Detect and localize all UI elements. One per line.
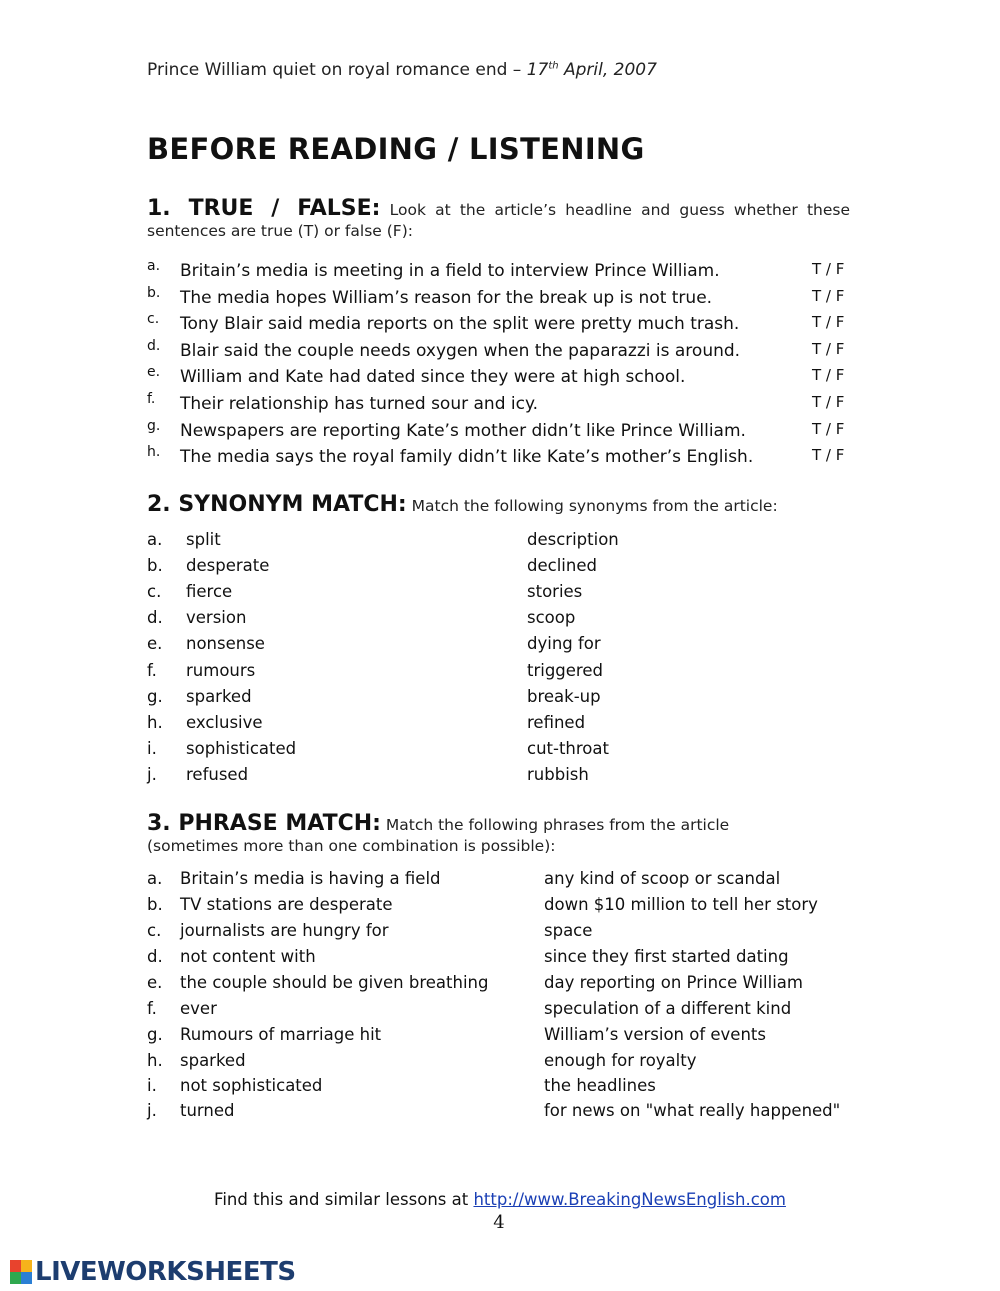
item-letter: h. [147,1051,163,1070]
item-letter: i. [147,738,157,758]
true-false-item [147,444,850,473]
item-letter: a. [147,258,161,274]
synonym-list [147,530,850,792]
running-header [147,60,657,80]
phrase-item [147,1025,850,1051]
phrase-item [147,921,850,947]
footer [0,1190,1000,1209]
synonym-right: triggered [527,660,603,680]
phrase-left: not sophisticated [180,1076,323,1095]
item-letter: c. [147,582,162,602]
phrase-item [147,1076,850,1102]
phrase-item [147,947,850,973]
item-letter: j. [147,1101,157,1120]
item-letter: a. [147,869,163,888]
true-false-choice[interactable]: T / F [812,393,845,411]
true-false-choice[interactable]: T / F [812,313,845,332]
synonym-left: nonsense [186,634,265,654]
phrase-right: since they first started dating [544,947,789,966]
phrase-left: Britain’s media is having a field [180,869,441,888]
section-heading [147,494,850,517]
section-title: 3. PHRASE MATCH: [147,811,381,836]
item-letter: h. [147,444,161,461]
phrase-left: not content with [180,947,316,966]
item-letter: j. [147,764,157,784]
item-letter: d. [147,947,163,966]
item-letter: c. [147,921,162,940]
item-letter: a. [147,530,163,549]
synonym-left: sophisticated [186,738,297,758]
statement-text: The media says the royal family didn’t like Kate’s mother’s English. [180,447,754,468]
section-phrase-match [147,813,850,857]
synonym-right: dying for [527,634,601,654]
synonym-right: cut-throat [527,738,609,758]
statement-text: The media hopes William’s reason for the break up is not true. [180,287,713,308]
phrase-item [147,869,850,895]
phrase-left: Rumours of marriage hit [180,1025,382,1044]
item-letter: f. [147,999,157,1018]
phrase-left: TV stations are desperate [180,895,393,914]
item-letter: f. [147,391,156,407]
true-false-choice[interactable]: T / F [812,260,845,278]
running-title: Prince William quiet on royal romance end – [147,60,527,80]
page-number: 4 [493,1212,505,1233]
liveworksheets-brand[interactable] [10,1256,296,1288]
synonym-left: desperate [186,556,270,576]
synonym-item [147,687,850,713]
synonym-left: version [186,608,247,628]
phrase-right: down $10 million to tell her story [544,895,818,914]
phrase-left: turned [180,1101,235,1120]
statement-text: Their relationship has turned sour and icy. [180,394,538,414]
synonym-left: refused [186,764,249,784]
synonym-item [147,739,850,765]
item-letter: d. [147,337,161,354]
section-title: 1. TRUE / FALSE: [147,196,381,221]
phrase-left: sparked [180,1051,246,1070]
phrase-item [147,1101,850,1127]
synonym-right: break-up [527,686,601,706]
footer-text: Find this and similar lessons at [214,1190,474,1209]
statement-text: William and Kate had dated since they were at high school. [180,367,686,388]
true-false-item [147,258,850,287]
synonym-right: rubbish [527,764,589,784]
true-false-list [147,258,850,473]
synonym-right: stories [527,582,583,602]
section-heading [147,813,787,857]
section-true-false [147,198,850,242]
true-false-choice[interactable]: T / F [812,286,845,305]
synonym-item [147,556,850,582]
phrase-left: the couple should be given breathing [180,973,489,992]
statement-text: Britain’s media is meeting in a field to interview Prince William. [180,261,720,281]
section-heading [147,198,850,242]
synonym-left: sparked [186,686,252,706]
item-letter: e. [147,973,163,992]
synonym-left: fierce [186,582,233,602]
phrase-left: ever [180,999,217,1018]
true-false-item [147,337,850,367]
true-false-choice[interactable]: T / F [812,419,845,438]
true-false-item [147,311,850,340]
footer-link[interactable]: http://www.BreakingNewsEnglish.com [473,1190,786,1209]
item-letter: f. [147,660,157,680]
phrase-left: journalists are hungry for [180,921,389,940]
item-letter: b. [147,284,161,301]
synonym-item [147,661,850,687]
section-instruction: Look at the article’s headline and guess whether these sentences are true (T) or false (F): [147,201,850,240]
header-date: 17th April, 2007 [526,60,657,80]
phrase-right: William’s version of events [544,1025,766,1044]
phrase-list [147,869,850,1131]
true-false-item [147,284,850,314]
synonym-right: scoop [527,608,576,628]
true-false-choice[interactable]: T / F [812,446,845,465]
phrase-item [147,1051,850,1077]
statement-text: Tony Blair said media reports on the split were pretty much trash. [180,314,740,335]
phrase-right: space [544,921,593,940]
phrase-item [147,895,850,921]
section-title: 2. SYNONYM MATCH: [147,492,407,517]
synonym-right: declined [527,556,597,576]
phrase-item [147,999,850,1025]
true-false-choice[interactable]: T / F [812,366,845,385]
item-letter: g. [147,417,161,434]
phrase-item [147,973,850,999]
synonym-left: rumours [186,660,256,680]
synonym-right: description [527,530,619,549]
phrase-right: day reporting on Prince William [544,973,803,992]
section-instruction: Match the following synonyms from the article: [411,497,778,515]
page-title: BEFORE READING / LISTENING [147,132,645,166]
phrase-right: enough for royalty [544,1051,697,1070]
item-letter: i. [147,1076,157,1095]
synonym-item [147,608,850,634]
phrase-right: for news on "what really happened" [544,1101,841,1120]
item-letter: c. [147,311,160,328]
phrase-right: any kind of scoop or scandal [544,869,781,888]
item-letter: g. [147,1025,163,1044]
true-false-item [147,417,850,447]
synonym-right: refined [527,712,586,732]
synonym-item [147,713,850,739]
true-false-item [147,364,850,393]
synonym-left: split [186,530,221,549]
section-instruction: Match the following phrases from the article (sometimes more than one combination is possible): [147,816,730,855]
item-letter: b. [147,895,163,914]
synonym-item [147,582,850,608]
true-false-item [147,391,850,420]
item-letter: h. [147,712,163,732]
item-letter: g. [147,686,163,706]
item-letter: e. [147,634,163,654]
liveworksheets-logo-icon [10,1260,32,1284]
synonym-item [147,530,850,556]
synonym-item [147,634,850,660]
brand-name: LIVEWORKSHEETS [35,1257,296,1287]
item-letter: d. [147,608,163,628]
phrase-right: the headlines [544,1076,656,1095]
phrase-right: speculation of a different kind [544,999,792,1018]
true-false-choice[interactable]: T / F [812,339,845,358]
statement-text: Blair said the couple needs oxygen when the paparazzi is around. [180,340,741,361]
item-letter: b. [147,556,163,576]
synonym-left: exclusive [186,712,263,732]
item-letter: e. [147,364,161,381]
synonym-item [147,765,850,791]
section-synonym-match [147,494,850,517]
statement-text: Newspapers are reporting Kate’s mother didn’t like Prince William. [180,420,746,441]
